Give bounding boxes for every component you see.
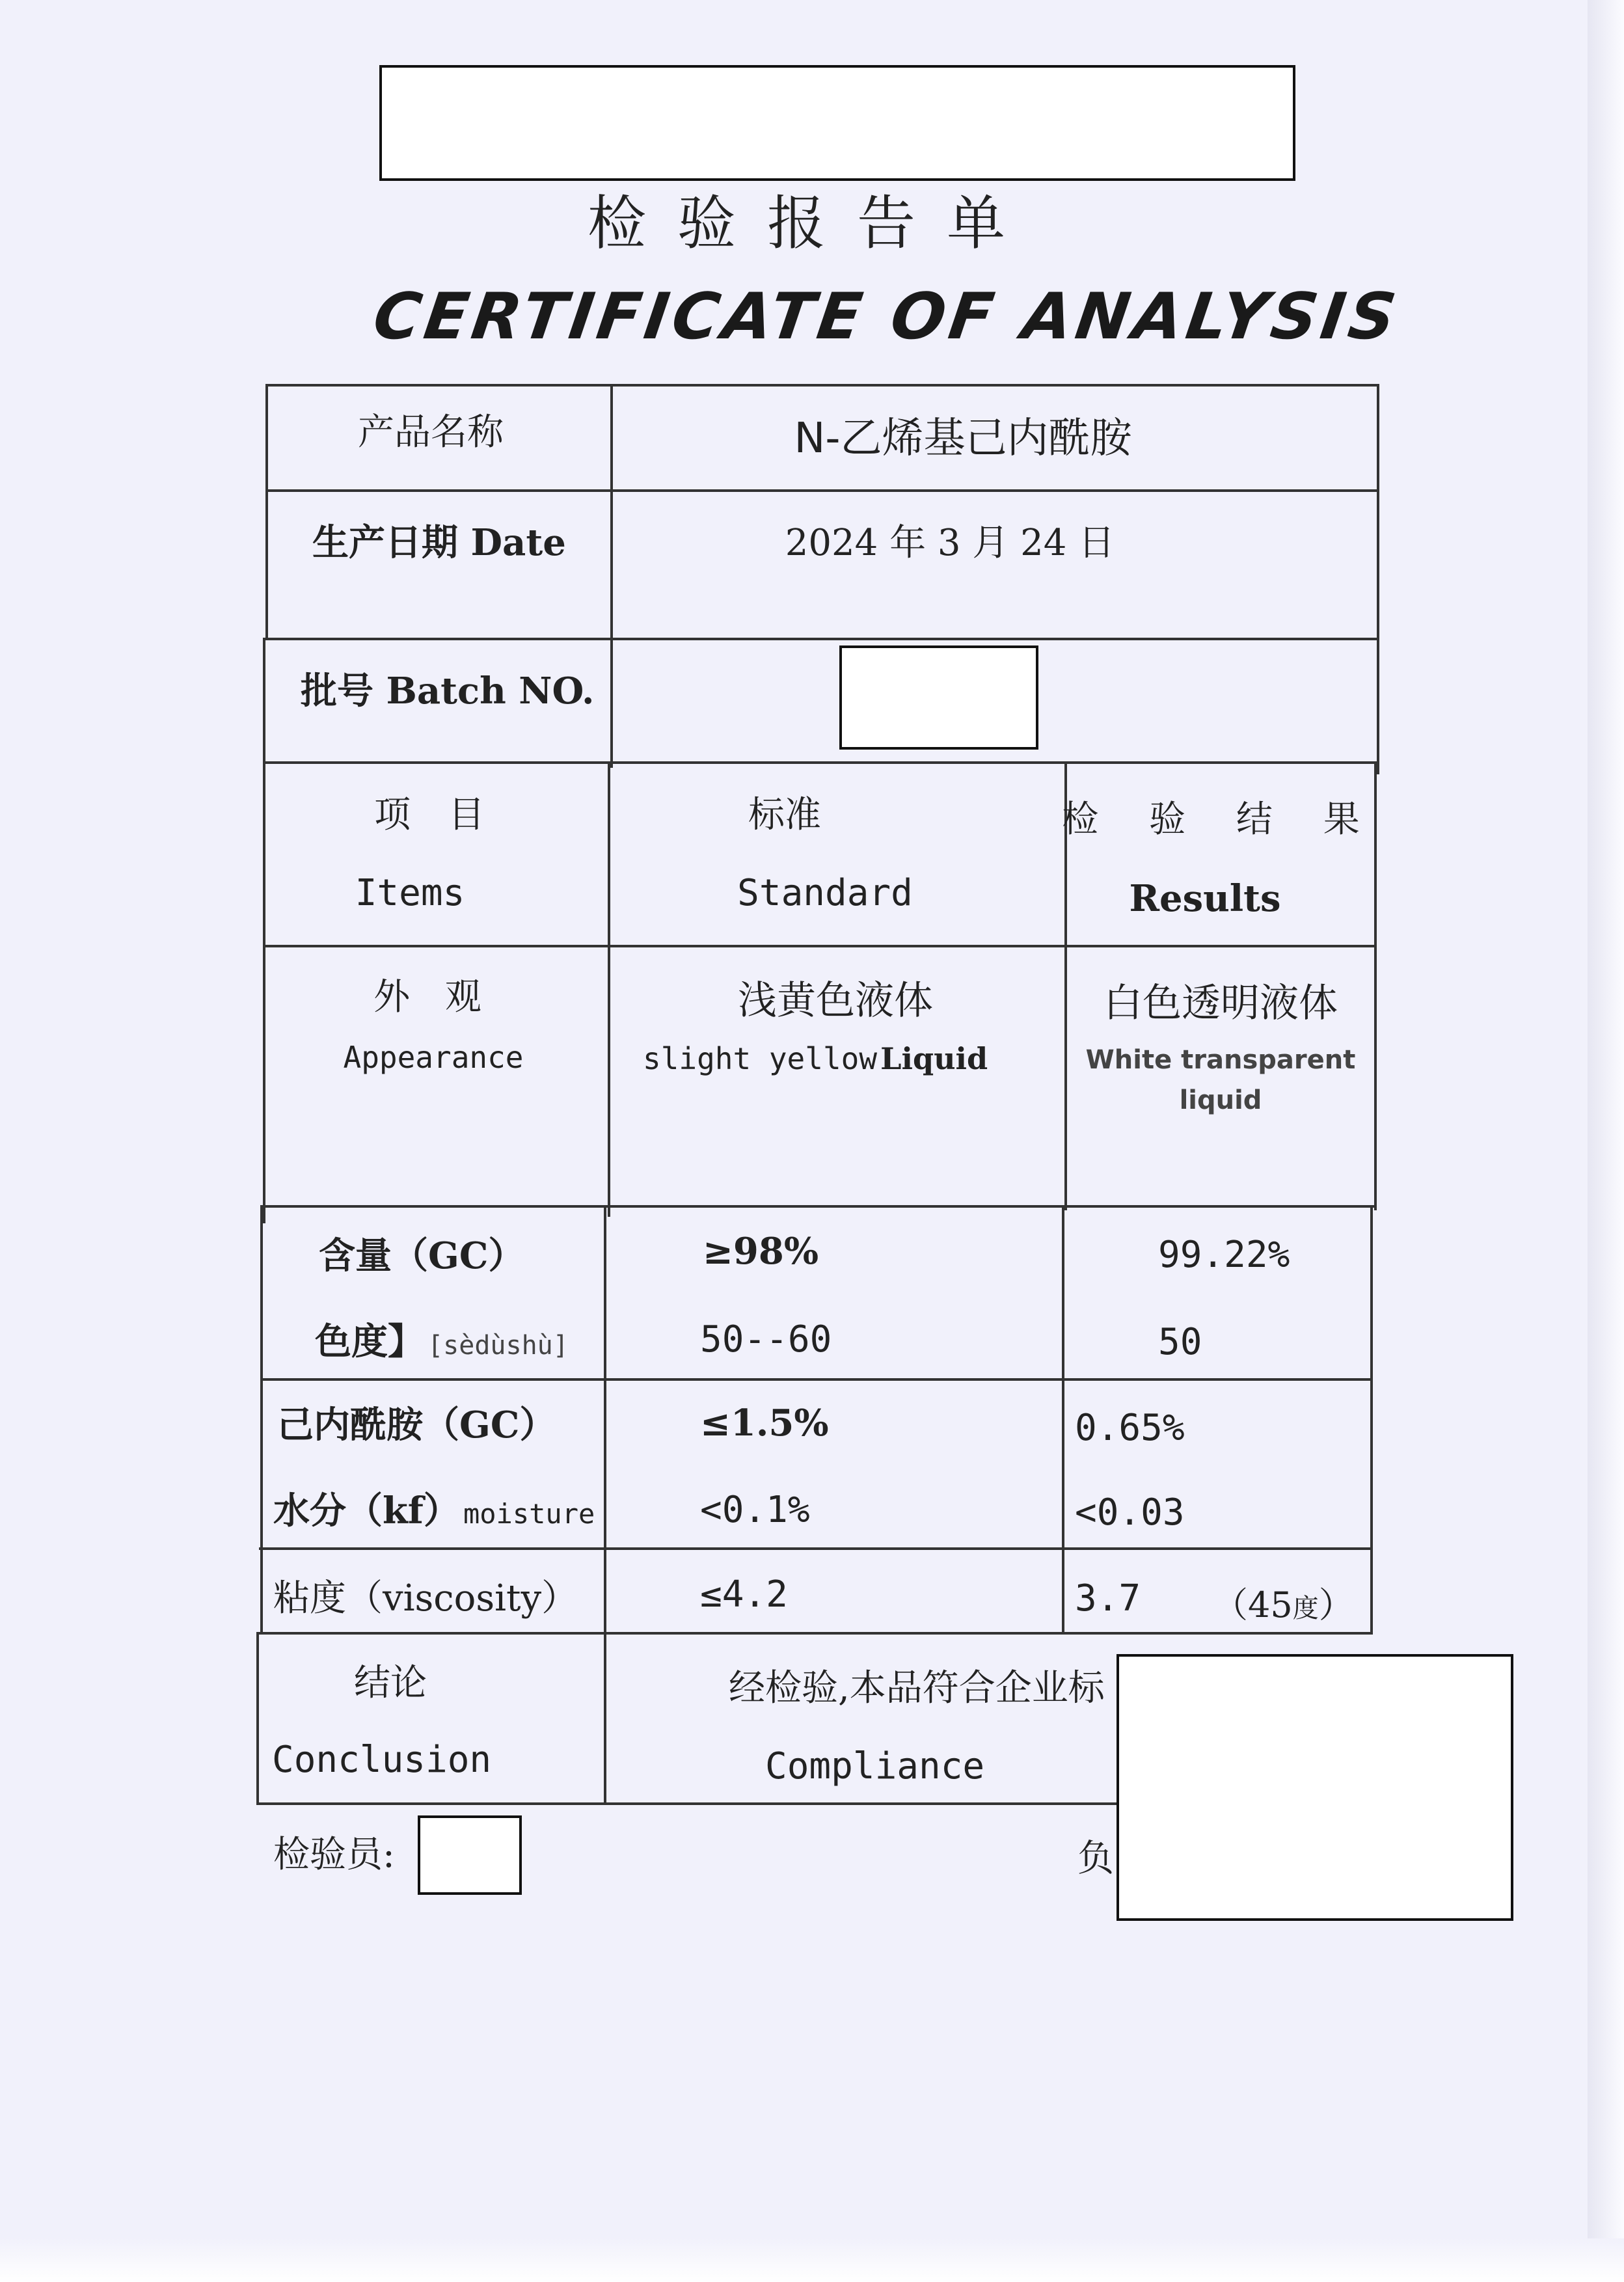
content-standard: ≥98% (703, 1230, 819, 1273)
redacted-inspector-signature (418, 1815, 522, 1895)
page-edge-bottom (0, 2238, 1624, 2282)
redacted-stamp (1116, 1654, 1513, 1921)
conclusion-label-cn: 结论 (354, 1662, 427, 1704)
caprolactam-standard: ≤1.5% (700, 1402, 829, 1445)
standard-header-cn: 标准 (748, 794, 821, 836)
redacted-batch-number (839, 645, 1038, 750)
items-header-cn: 项 目 (374, 794, 498, 836)
appearance-standard-en (643, 1041, 988, 1076)
color-result: 50 (1158, 1321, 1202, 1363)
appearance-result-cn: 白色透明液体 (1103, 981, 1338, 1026)
conclusion-text-cn: 经检验,本品符合企业标 (729, 1667, 1105, 1709)
color-standard: 50--60 (700, 1318, 832, 1361)
color-item (315, 1313, 569, 1365)
conclusion-label-en: Conclusion (272, 1739, 492, 1781)
content-result: 99.22% (1158, 1234, 1290, 1276)
date-value: 2024 年 3 月 24 日 (785, 522, 1115, 564)
moisture-item-kf: kf (383, 1489, 424, 1532)
title-chinese: 检验报告单 (588, 189, 1036, 258)
caprolactam-result: 0.65% (1075, 1407, 1185, 1449)
date-label: 生产日期 Date (312, 521, 566, 564)
product-name-label: 产品名称 (358, 411, 504, 454)
redacted-company-name (379, 65, 1295, 181)
moisture-item-cn: 水分（ (273, 1489, 383, 1532)
responsible-label: 负 (1077, 1838, 1114, 1880)
results-header-cn: 检 验 结 果 (1062, 798, 1379, 841)
moisture-item (273, 1482, 595, 1534)
viscosity-note-open: （45 (1213, 1584, 1293, 1625)
moisture-item-close: ） (423, 1489, 460, 1532)
color-item-pinyin: [sèdùshù] (427, 1331, 569, 1361)
viscosity-result: 3.7 (1075, 1577, 1141, 1620)
title-english: CERTIFICATE OF ANALYSIS (368, 280, 1404, 354)
appearance-result-en-1: White transparent (1085, 1045, 1356, 1075)
inspector-label: 检验员: (273, 1834, 395, 1876)
appearance-result-en-2: liquid (1179, 1085, 1262, 1115)
appearance-standard-cn: 浅黄色液体 (738, 978, 933, 1024)
appearance-standard-en-b: Liquid (880, 1041, 988, 1076)
results-header-en: Results (1129, 877, 1281, 920)
caprolactam-item: 己内酰胺（GC） (277, 1404, 556, 1447)
product-name-value: N-乙烯基己内酰胺 (794, 414, 1132, 463)
appearance-item-cn: 外 观 (373, 976, 493, 1018)
appearance-standard-en-a: slight yellow (643, 1041, 878, 1076)
appearance-item-en: Appearance (343, 1040, 524, 1075)
viscosity-note-unit: 度 (1292, 1594, 1319, 1623)
standard-header-en: Standard (737, 872, 913, 914)
items-header-en: Items (355, 872, 465, 914)
content-item: 含量（GC） (319, 1234, 525, 1277)
viscosity-note (1213, 1577, 1354, 1627)
moisture-item-en: moisture (463, 1498, 595, 1530)
viscosity-item: 粘度（viscosity） (273, 1577, 578, 1620)
viscosity-note-close: ） (1318, 1584, 1354, 1625)
viscosity-standard: ≤4.2 (700, 1573, 788, 1616)
conclusion-text-en: Compliance (765, 1745, 985, 1787)
page-edge (1588, 0, 1624, 2282)
batch-label: 批号 Batch NO. (301, 670, 595, 713)
moisture-standard: <0.1% (700, 1489, 810, 1531)
moisture-result: <0.03 (1075, 1491, 1185, 1534)
color-item-cn: 色度】 (315, 1320, 424, 1363)
